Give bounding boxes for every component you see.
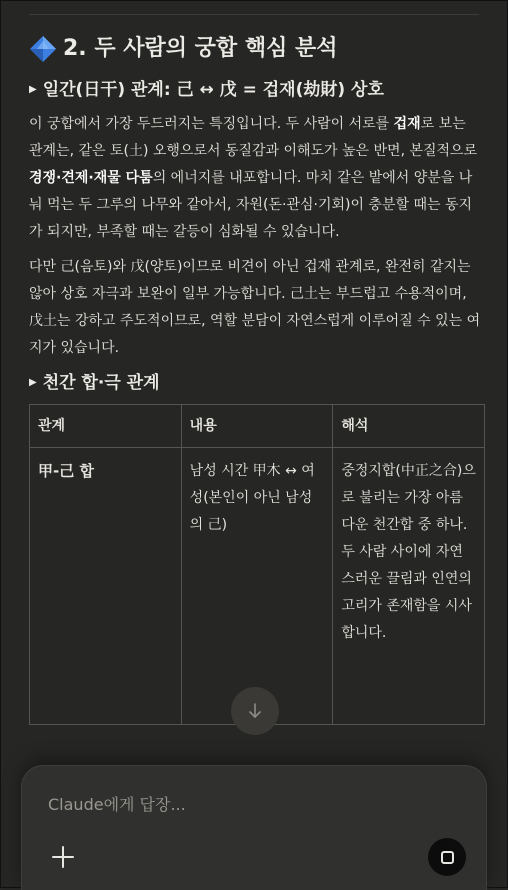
text-run: 이 궁합에서 가장 두드러지는 특징입니다. 두 사람이 서로를 <box>29 116 394 132</box>
text-run: 로 보는 관계는, 같은 토(土) 오행으로서 동질감과 이해도가 높은 반면, 본질적으로 <box>29 116 478 159</box>
stop-button[interactable] <box>428 838 466 876</box>
header-interpretation: 해석 <box>333 405 485 448</box>
cell-relation: 甲-己 합 <box>30 448 182 725</box>
paragraph-ilgan <box>29 111 481 246</box>
reply-composer <box>21 765 487 890</box>
stop-icon <box>441 851 454 864</box>
relation-table <box>29 404 485 725</box>
top-divider <box>29 14 479 15</box>
cell-content: 남성 시간 甲木 ↔ 여성(본인이 아닌 남성의 己) <box>181 448 333 725</box>
blue-diamond-icon <box>29 35 57 63</box>
text-run: 의 에너지를 내포합니다. 마치 같은 밭에서 양분을 나눠 먹는 두 그루의 나무와 같아서, 자원(돈·관심·기회)이 충분할 때는 동지가 되지만, 부족할 때는 갈등이 심화될 수 있습니다. <box>29 170 473 240</box>
section-heading <box>29 31 481 67</box>
scroll-down-button[interactable] <box>231 687 279 735</box>
subheading-cheongan: ▶ 천간 합·극 관계 <box>29 370 481 396</box>
plus-icon[interactable] <box>50 844 76 870</box>
bold-phrase: 겁재 <box>393 116 421 132</box>
header-relation: 관계 <box>30 405 182 448</box>
arrow-down-icon <box>246 702 264 720</box>
bold-phrase: 경쟁·견제·재물 다툼 <box>29 170 153 186</box>
message-content <box>29 31 481 725</box>
cell-interpretation: 중정지합(中正之合)으로 불리는 가장 아름다운 천간합 중 하나. 두 사람 사이에 자연스러운 끌림과 인연의 고리가 존재함을 시사합니다. <box>333 448 485 725</box>
triangle-bullet-icon: ▶ <box>29 84 37 95</box>
table-row <box>30 448 485 725</box>
reply-input[interactable]: Claude에게 답장... <box>48 795 186 814</box>
subheading-ilgan: ▶ 일간(日干) 관계: 己 ↔ 戊 = 겁재(劫財) 상호 <box>29 77 481 103</box>
section-title: 2. 두 사람의 궁합 핵심 분석 <box>63 36 338 61</box>
header-content: 내용 <box>181 405 333 448</box>
triangle-bullet-icon: ▶ <box>29 377 37 388</box>
table-header-row <box>30 405 485 448</box>
paragraph-eum-yang: 다만 己(음토)와 戊(양토)이므로 비견이 아닌 겁재 관계로, 완전히 같지는 않아 상호 자극과 보완이 일부 가능합니다. 己土는 부드럽고 수용적이며, 戊土는 강하고 주도적이므로, 역할 분담이 자연스럽게 이루어질 수 있는 여지가 있습니다. <box>29 259 481 356</box>
